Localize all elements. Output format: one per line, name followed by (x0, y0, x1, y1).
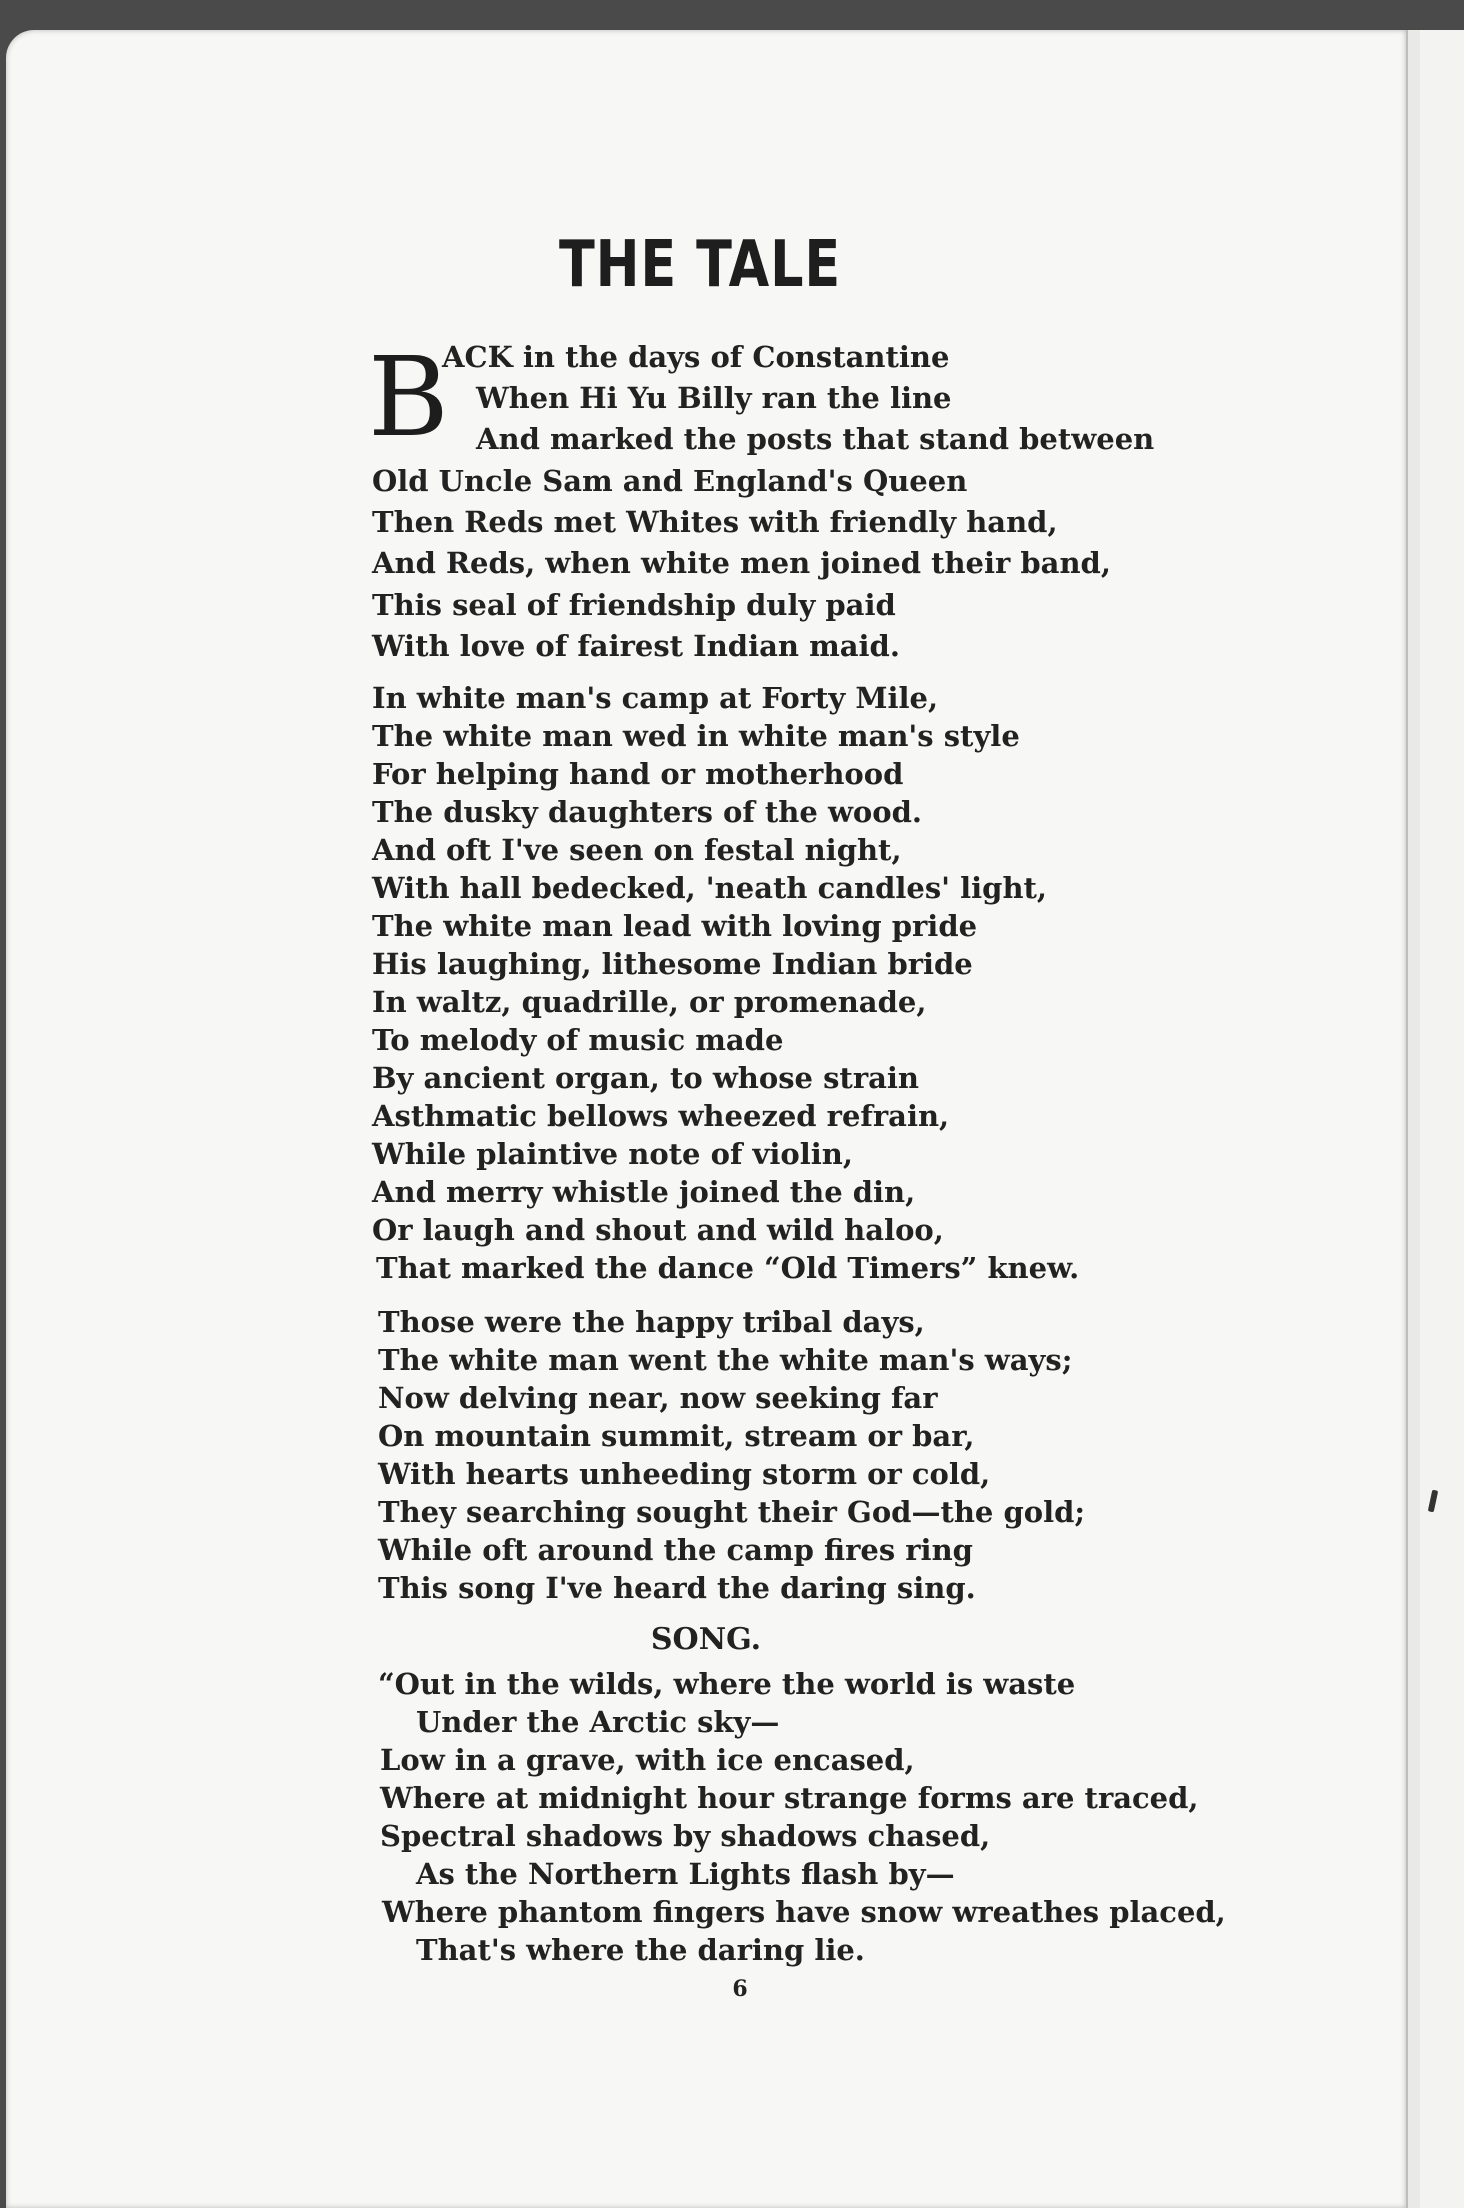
poem-line: To melody of music made (372, 1023, 784, 1057)
song-line: As the Northern Lights flash by— (416, 1857, 955, 1891)
poem-line: The dusky daughters of the wood. (372, 795, 922, 829)
poem-line: On mountain summit, stream or bar, (378, 1419, 975, 1453)
page-edge (1406, 30, 1420, 2208)
song-line: Low in a grave, with ice encased, (380, 1743, 915, 1777)
poem-line: While plaintive note of violin, (372, 1137, 853, 1171)
poem-line: That marked the dance “Old Timers” knew. (376, 1251, 1080, 1285)
poem-line: And Reds, when white men joined their band, (372, 546, 1111, 580)
song-heading: SONG. (650, 1622, 762, 1657)
poem-line: With hearts unheeding storm or cold, (378, 1457, 991, 1491)
poem-line: Asthmatic bellows wheezed refrain, (372, 1099, 950, 1133)
poem-line: Now delving near, now seeking far (378, 1381, 938, 1415)
poem-line: Then Reds met Whites with friendly hand, (372, 505, 1058, 539)
page-title: THE TALE (558, 228, 842, 302)
poem-line: Or laugh and shout and wild haloo, (372, 1213, 944, 1247)
poem-line: His laughing, lithesome Indian bride (372, 947, 973, 981)
next-page-edge (1420, 30, 1464, 2208)
poem-line: The white man lead with loving pride (372, 909, 978, 943)
poem-line: ACK in the days of Constantine (442, 340, 950, 374)
drop-cap: B (368, 333, 449, 461)
poem-line: The white man wed in white man's style (372, 719, 1020, 753)
poem-line: Old Uncle Sam and England's Queen (372, 464, 968, 498)
poem-line: With hall bedecked, 'neath candles' light, (372, 871, 1048, 905)
song-line: “Out in the wilds, where the world is waste (378, 1667, 1076, 1701)
poem-line: By ancient organ, to whose strain (372, 1061, 919, 1095)
poem-line: And oft I've seen on festal night, (372, 833, 902, 867)
song-line: Where phantom fingers have snow wreathes placed, (382, 1895, 1226, 1929)
poem-line: This seal of friendship duly paid (372, 588, 896, 622)
poem-line: For helping hand or motherhood (372, 757, 904, 791)
song-line: Under the Arctic sky— (416, 1705, 780, 1739)
poem-line: In waltz, quadrille, or promenade, (372, 985, 927, 1019)
poem-line: This song I've heard the daring sing. (378, 1571, 976, 1605)
poem-line: When Hi Yu Billy ran the line (476, 381, 952, 415)
poem-line: And marked the posts that stand between (476, 422, 1155, 456)
poem-line: With love of fairest Indian maid. (372, 629, 900, 663)
poem-line: And merry whistle joined the din, (372, 1175, 916, 1209)
song-line: That's where the daring lie. (416, 1933, 865, 1967)
poem-line: The white man went the white man's ways; (378, 1343, 1073, 1377)
poem-line: In white man's camp at Forty Mile, (372, 681, 939, 715)
song-line: Where at midnight hour strange forms are traced, (380, 1781, 1199, 1815)
poem-line: They searching sought their God—the gold; (378, 1495, 1086, 1529)
poem-line: While oft around the camp fires ring (378, 1533, 973, 1567)
song-line: Spectral shadows by shadows chased, (380, 1819, 991, 1853)
page-number: 6 (732, 1976, 748, 2002)
poem-line: Those were the happy tribal days, (378, 1305, 925, 1339)
